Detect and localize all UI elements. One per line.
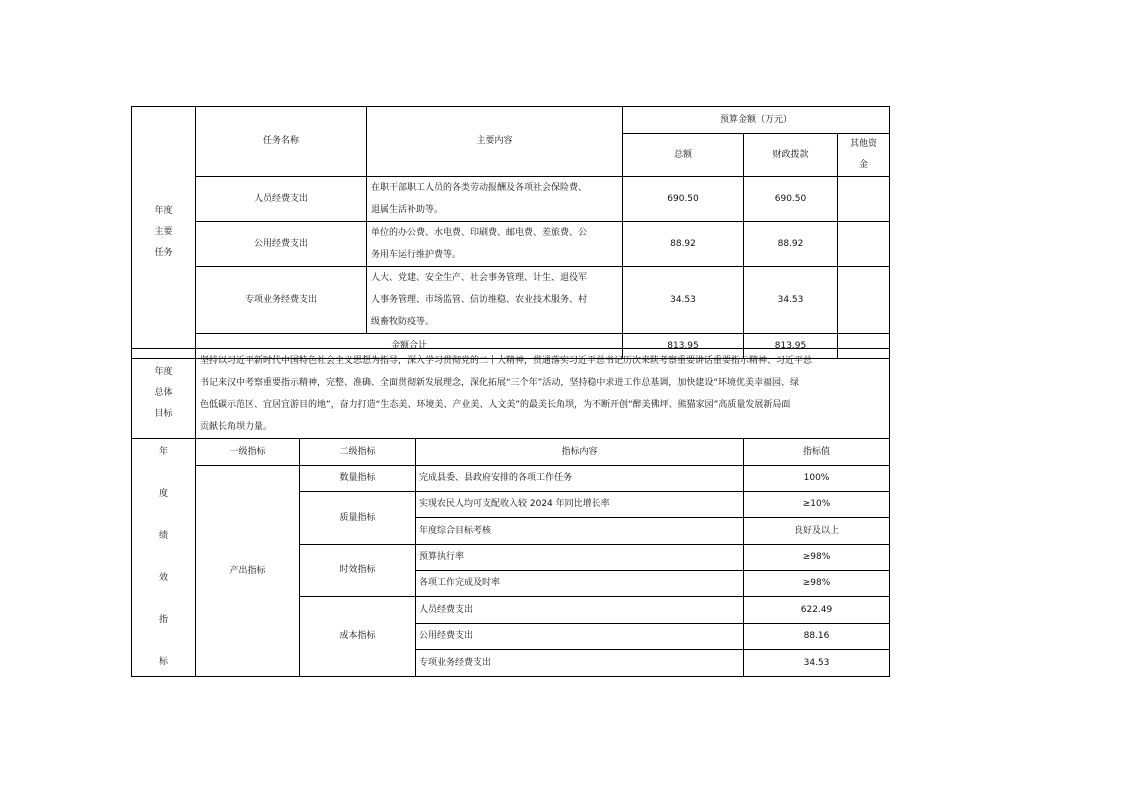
header-fiscal: 财政拨款: [744, 134, 838, 177]
sum-label: 金额合计: [196, 334, 623, 359]
item-value: 622.49: [744, 597, 890, 624]
performance-indicators-table: [131, 438, 890, 677]
item-content: 完成县委、县政府安排的各项工作任务: [416, 466, 744, 492]
task-fiscal: 34.53: [744, 267, 838, 334]
table-row: [132, 222, 890, 267]
task-other: [838, 177, 890, 222]
table-row: [132, 177, 890, 222]
sum-fiscal: 813.95: [744, 334, 838, 359]
task-name: 人员经费支出: [196, 177, 367, 222]
group-cost: 成本指标: [300, 597, 416, 677]
task-name: 专项业务经费支出: [196, 267, 367, 334]
item-value: ≥98%: [744, 545, 890, 571]
table-row: [132, 466, 890, 492]
task-other: [838, 267, 890, 334]
table-row: [132, 267, 890, 334]
annual-tasks-label: 年度 主要 任务: [132, 107, 196, 359]
item-value: 88.16: [744, 624, 890, 650]
task-total: 34.53: [623, 267, 744, 334]
task-content: 单位的办公费、水电费、印刷费、邮电费、差旅费、公 务用车运行维护费等。: [367, 222, 623, 267]
annual-goal-label: 年度 总体 目标: [132, 349, 196, 439]
group-quality: 质量指标: [300, 492, 416, 545]
item-content: 各项工作完成及时率: [416, 571, 744, 597]
header-level2: 二级指标: [300, 439, 416, 466]
item-content: 预算执行率: [416, 545, 744, 571]
header-value: 指标值: [744, 439, 890, 466]
task-name: 公用经费支出: [196, 222, 367, 267]
level1-output: 产出指标: [196, 466, 300, 677]
header-total: 总额: [623, 134, 744, 177]
item-content: 专项业务经费支出: [416, 650, 744, 677]
task-other: [838, 222, 890, 267]
item-value: 100%: [744, 466, 890, 492]
item-value: 良好及以上: [744, 518, 890, 545]
sum-total: 813.95: [623, 334, 744, 359]
annual-goal-text: 坚持以习近平新时代中国特色社会主义思想为指导，深入学习贯彻党的二十大精神，贯通落实习近平总书记历次来陕考察重要讲话重要指示精神、习近平总 书记来汉中考察重要指示精神，完整、准确、全面贯彻新发展理念，深化拓展“三个年”活动，坚持稳中求进工作总基调，加快建设“环境优美幸福园、绿 色低碳示范区、宜居宜游目的地”，奋力打造“生态美、环境美、产业美、人文美”的最美长角坝，为不断开创“醉美佛坪、熊猫家园”高质量发展新局面 贡献长角坝力量。: [196, 349, 890, 439]
item-value: ≥10%: [744, 492, 890, 518]
task-total: 88.92: [623, 222, 744, 267]
item-content: 实现农民人均可支配收入较 2024 年同比增长率: [416, 492, 744, 518]
group-quantity: 数量指标: [300, 466, 416, 492]
header-other: 其他资 金: [838, 134, 890, 177]
header-content: 指标内容: [416, 439, 744, 466]
item-value: ≥98%: [744, 571, 890, 597]
task-fiscal: 88.92: [744, 222, 838, 267]
header-budget: 预算金额（万元）: [623, 107, 890, 134]
task-content: 在职干部职工人员的各类劳动报酬及各项社会保险费、 退属生活补助等。: [367, 177, 623, 222]
header-main-content: 主要内容: [367, 107, 623, 177]
task-content: 人大、党建、安全生产、社会事务管理、计生、退役军 人事务管理、市场监管、信访维稳、农业技术服务、村 级畜牧防疫等。: [367, 267, 623, 334]
task-total: 690.50: [623, 177, 744, 222]
performance-label: 年 度 绩 效 指 标: [132, 439, 196, 677]
item-content: 人员经费支出: [416, 597, 744, 624]
item-value: 34.53: [744, 650, 890, 677]
group-timeliness: 时效指标: [300, 545, 416, 597]
item-content: 年度综合目标考核: [416, 518, 744, 545]
header-level1: 一级指标: [196, 439, 300, 466]
task-fiscal: 690.50: [744, 177, 838, 222]
annual-goal-table: [131, 348, 890, 439]
item-content: 公用经费支出: [416, 624, 744, 650]
annual-tasks-table: [131, 106, 890, 359]
header-task-name: 任务名称: [196, 107, 367, 177]
